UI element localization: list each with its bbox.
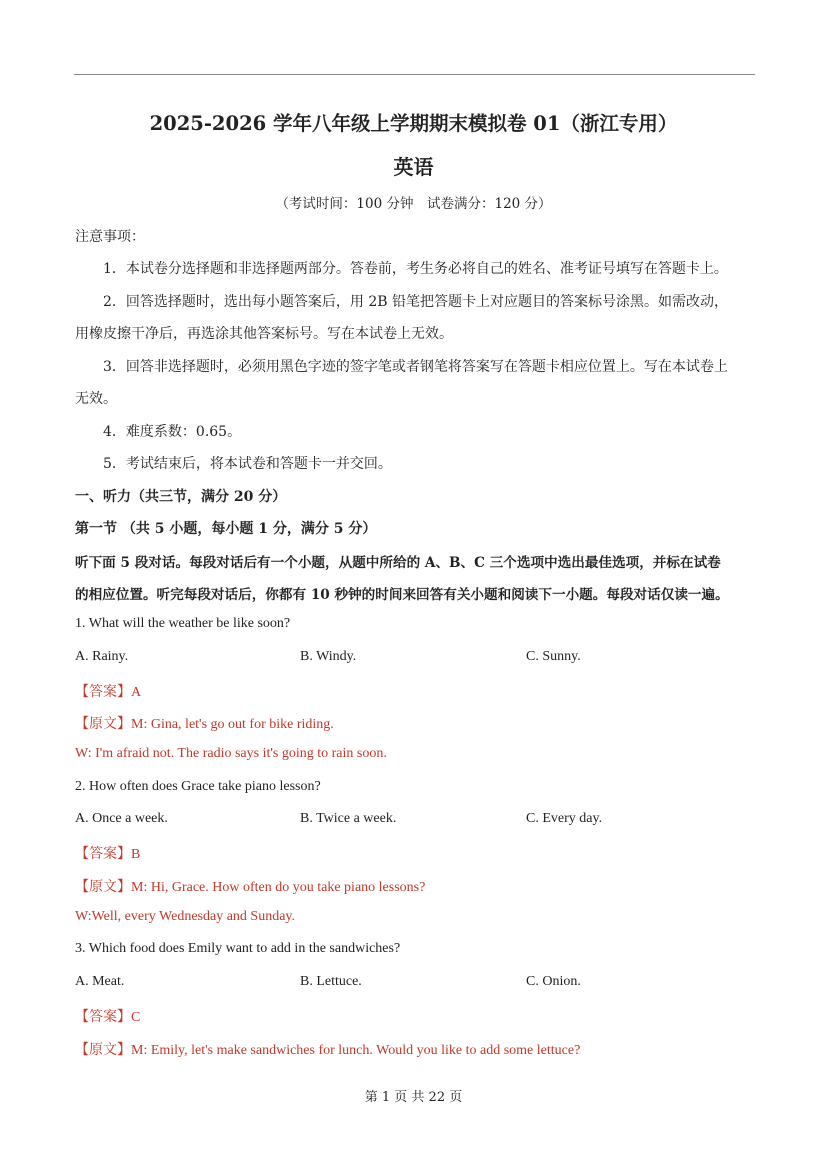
exam-title: 2025-2026 学年八年级上学期期末模拟卷 01（浙江专用） (149, 112, 678, 135)
note-item: 5．考试结束后，将本试卷和答题卡一并交回。 (103, 456, 392, 472)
option-b: B. Lettuce. (300, 974, 362, 989)
question-stem: 3. Which food does Emily want to add in the sandwiches? (75, 941, 401, 956)
note-item: 用橡皮擦干净后，再选涂其他答案标号。写在本试卷上无效。 (75, 326, 453, 342)
page-number: 第 1 页 共 22 页 (364, 1090, 463, 1105)
script-text: W:Well, every Wednesday and Sunday. (75, 909, 295, 924)
option-a: A. Rainy. (75, 649, 129, 664)
script-text: M: Gina, let's go out for bike riding. (131, 717, 334, 732)
note-item: 4．难度系数：0.65。 (103, 424, 242, 440)
question-stem: 1. What will the weather be like soon? (75, 616, 291, 631)
note-item: 1．本试卷分选择题和非选择题两部分。答卷前，考生务必将自己的姓名、准考证号填写在答题卡上。 (103, 261, 728, 277)
answer-label: 【答案】 (75, 1009, 131, 1025)
script-label: 【原文】 (75, 1042, 131, 1058)
note-item: 3．回答非选择题时，必须用黑色字迹的签字笔或者钢笔将答案写在答题卡相应位置上。写在本试卷上 (103, 359, 728, 375)
script-label: 【原文】 (75, 716, 131, 732)
script-text: M: Emily, let's make sandwiches for lunch. Would you like to add some lettuce? (131, 1043, 581, 1058)
part-title: 第一节 （共 5 小题，每小题 1 分，满分 5 分） (75, 521, 377, 537)
answer-label: 【答案】 (75, 846, 131, 862)
script-line (75, 876, 425, 896)
option-a: A. Meat. (75, 974, 125, 989)
answer-line (75, 1006, 140, 1026)
option-a: A. Once a week. (75, 811, 168, 826)
option-b: B. Windy. (300, 649, 357, 664)
option-c: C. Onion. (526, 974, 581, 989)
answer-value: A (131, 685, 142, 700)
exam-info: （考试时间：100 分钟 试卷满分：120 分） (275, 196, 552, 212)
answer-value: C (131, 1010, 141, 1025)
option-c: C. Every day. (526, 811, 603, 826)
script-label: 【原文】 (75, 879, 131, 895)
header-rule (74, 74, 755, 75)
notes-heading: 注意事项： (75, 229, 145, 245)
instruction-line: 听下面 5 段对话。每段对话后有一个小题，从题中所给的 A、B、C 三个选项中选出最佳选项，并标在试卷 (75, 555, 721, 571)
subject-title: 英语 (393, 155, 434, 179)
note-item: 无效。 (75, 391, 117, 407)
answer-label: 【答案】 (75, 684, 131, 700)
script-line (75, 713, 334, 733)
script-text: M: Hi, Grace. How often do you take piano lessons? (131, 880, 426, 895)
option-b: B. Twice a week. (300, 811, 397, 826)
section-title: 一、听力（共三节，满分 20 分） (75, 489, 287, 505)
option-c: C. Sunny. (526, 649, 581, 664)
script-line (75, 1039, 580, 1059)
question-stem: 2. How often does Grace take piano lesson? (75, 779, 321, 794)
answer-line (75, 843, 140, 863)
instruction-line: 的相应位置。听完每段对话后，你都有 10 秒钟的时间来回答有关小题和阅读下一小题。每段对话仅读一遍。 (75, 587, 729, 603)
answer-line (75, 681, 141, 701)
answer-value: B (131, 847, 141, 862)
script-text: W: I'm afraid not. The radio says it's going to rain soon. (75, 746, 387, 761)
note-item: 2．回答选择题时，选出每小题答案后，用 2B 铅笔把答题卡上对应题目的答案标号涂黑。如需改动， (103, 294, 729, 310)
